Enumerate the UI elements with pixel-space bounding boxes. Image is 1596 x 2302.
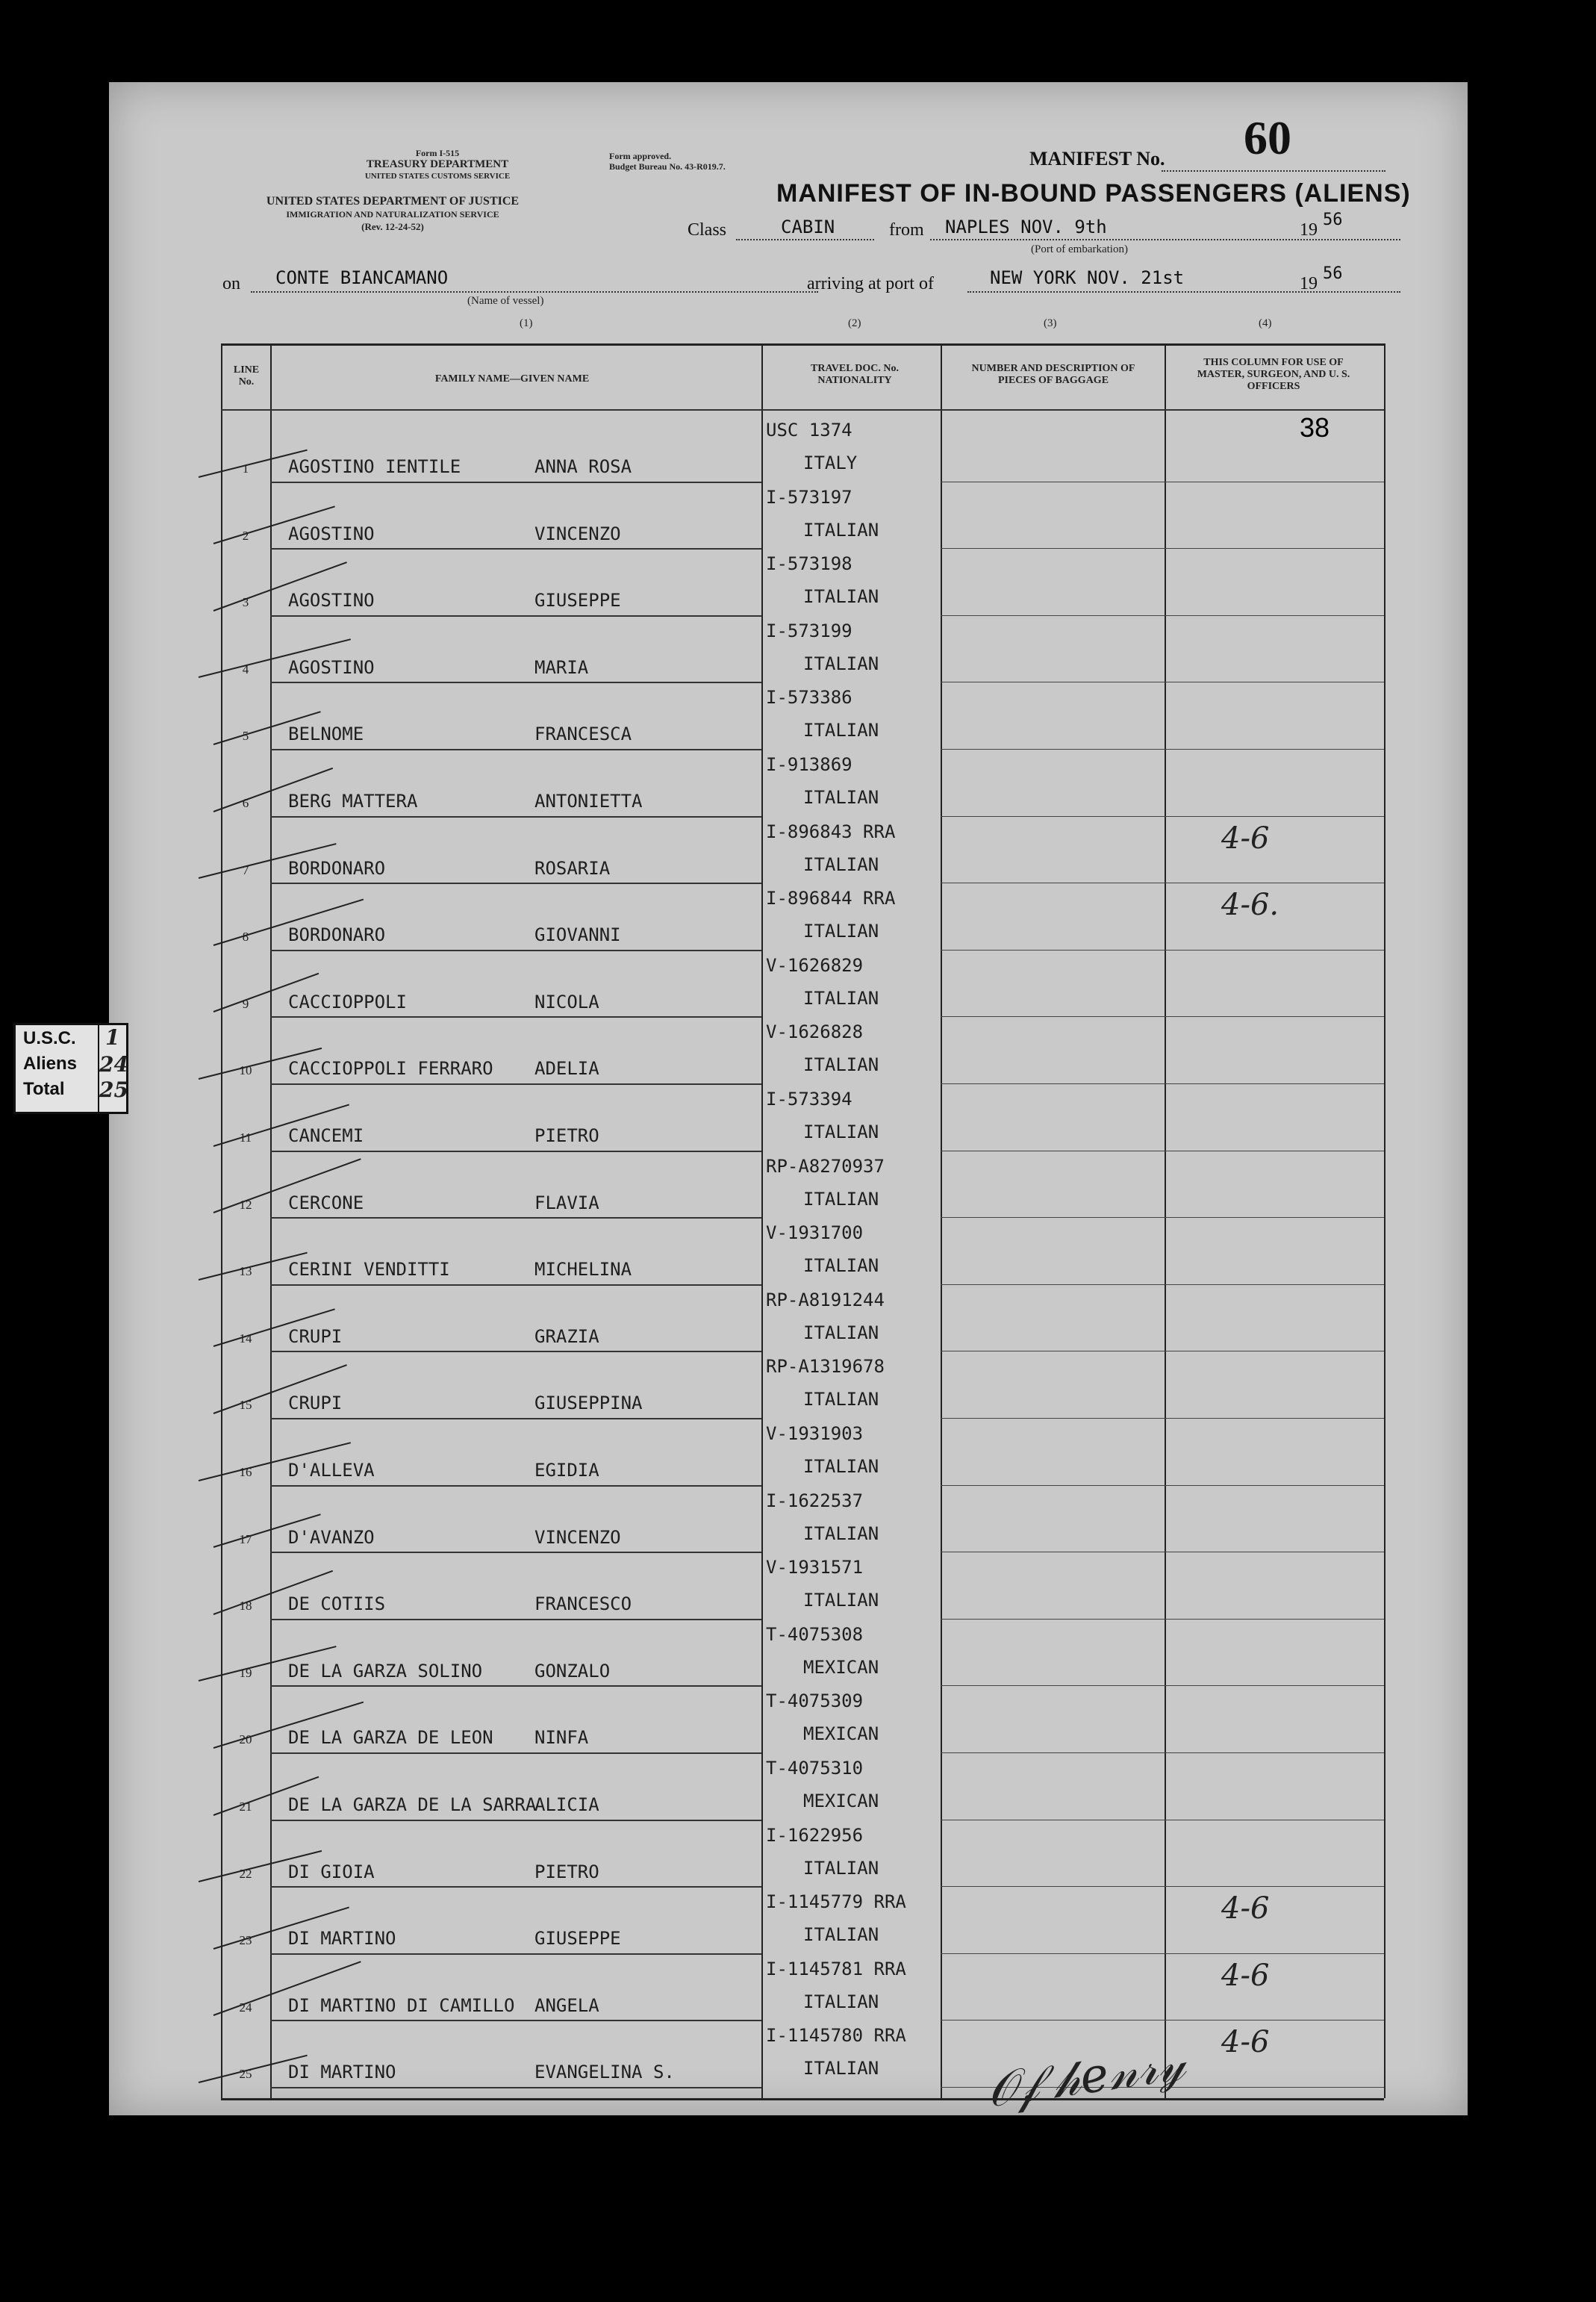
stamp-usc-value: 1	[105, 1025, 120, 1050]
from-label: from	[889, 220, 924, 240]
travel-doc-number: V-1931571	[766, 1557, 864, 1578]
totals-stamp	[13, 1023, 128, 1114]
table-row	[221, 1552, 1384, 1620]
family-name: CERINI VENDITTI	[288, 1259, 450, 1281]
passenger-table	[221, 343, 1384, 2098]
given-name: ANGELA	[534, 1994, 599, 2016]
table-row	[221, 1084, 1384, 1151]
travel-doc-number: V-1626828	[766, 1021, 864, 1043]
nationality: MEXICAN	[803, 1723, 879, 1745]
nationality: ITALIAN	[803, 1322, 879, 1343]
table-row	[221, 1954, 1384, 2021]
line-number: 10	[239, 1063, 252, 1078]
line-number: 18	[239, 1599, 252, 1614]
table-row	[221, 951, 1384, 1018]
nationality: ITALIAN	[803, 653, 879, 674]
family-name: CERCONE	[288, 1192, 364, 1213]
travel-doc-number: I-573386	[766, 687, 852, 709]
given-name: MICHELINA	[534, 1259, 632, 1281]
col-travel-doc: TRAVEL DOC. No. NATIONALITY	[811, 363, 899, 386]
header-rule	[221, 409, 1384, 411]
line-number: 16	[239, 1465, 252, 1479]
nationality: MEXICAN	[803, 1656, 879, 1678]
travel-doc-number: V-1931903	[766, 1423, 864, 1444]
given-name: ROSARIA	[534, 857, 611, 879]
vessel-caption: (Name of vessel)	[467, 295, 544, 307]
table-row	[221, 883, 1384, 951]
customs-service: UNITED STATES CUSTOMS SERVICE	[364, 172, 511, 181]
manifest-number: 60	[1244, 111, 1291, 164]
travel-doc-number: T-4075309	[766, 1690, 864, 1712]
class-label: Class	[688, 220, 727, 240]
stamp-aliens-label: Aliens	[23, 1054, 78, 1074]
nationality: ITALIAN	[803, 1857, 879, 1879]
officer-note: 4-6	[1221, 1958, 1270, 1993]
line-number: 25	[239, 2067, 252, 2082]
table-row	[221, 682, 1384, 750]
family-name: DI MARTINO DI CAMILLO	[288, 1994, 515, 2016]
family-name: BERG MATTERA	[288, 791, 418, 812]
nationality: ITALIAN	[803, 519, 879, 541]
year1-prefix: 19	[1300, 220, 1318, 240]
nationality: ITALIAN	[803, 1991, 879, 2012]
col-line-no: LINE No.	[233, 364, 260, 388]
table-row	[221, 482, 1384, 550]
given-name: NINFA	[534, 1727, 589, 1749]
table-row	[221, 1151, 1384, 1219]
line-number: 5	[242, 729, 249, 744]
family-name: DI MARTINO	[288, 2062, 396, 2083]
table-row	[221, 1686, 1384, 1753]
line-number: 8	[242, 930, 249, 945]
nationality: ITALIAN	[803, 1522, 879, 1544]
travel-doc-number: I-573197	[766, 486, 852, 508]
travel-doc-number: V-1931700	[766, 1222, 864, 1244]
nationality: ITALIAN	[803, 787, 879, 808]
table-row	[221, 1285, 1384, 1352]
given-name: GIUSEPPE	[534, 1928, 621, 1950]
on-label: on	[222, 274, 240, 293]
revision-date: (Rev. 12-24-52)	[361, 221, 424, 232]
travel-doc-number: T-4075310	[766, 1758, 864, 1779]
table-row	[221, 2021, 1384, 2088]
nationality: ITALIAN	[803, 1188, 879, 1210]
table-row	[221, 817, 1384, 884]
arriving-label: arriving at port of	[807, 274, 934, 293]
nationality: ITALIAN	[803, 1054, 879, 1076]
travel-doc-number: I-573199	[766, 620, 852, 641]
family-name: AGOSTINO	[288, 656, 375, 678]
vessel-line	[251, 291, 818, 293]
travel-doc-number: I-896843 RRA	[766, 821, 896, 842]
given-name: GONZALO	[534, 1660, 611, 1682]
travel-doc-number: I-1622537	[766, 1490, 864, 1511]
table-row	[221, 1753, 1384, 1820]
family-name: CRUPI	[288, 1325, 343, 1347]
travel-doc-number: I-573198	[766, 553, 852, 575]
table-row	[221, 750, 1384, 817]
line-number: 2	[242, 528, 249, 543]
line-number: 6	[242, 796, 249, 810]
family-name: CRUPI	[288, 1393, 343, 1414]
given-name: PIETRO	[534, 1125, 599, 1146]
stamp-usc-label: U.S.C.	[23, 1028, 76, 1048]
manifest-title: MANIFEST OF IN-BOUND PASSENGERS (ALIENS)	[776, 179, 1411, 208]
line-number: 11	[239, 1130, 252, 1145]
officer-signature: 𝒪𝒻 𝒽𝑒𝓃𝓇𝓎	[983, 2035, 1189, 2119]
justice-department: UNITED STATES DEPARTMENT OF JUSTICE	[266, 195, 520, 208]
nationality: ITALIAN	[803, 853, 879, 875]
nationality: ITALIAN	[803, 987, 879, 1009]
line-number: 1	[242, 461, 249, 476]
line-number: 17	[239, 1531, 252, 1546]
travel-doc-number: I-1145779 RRA	[766, 1891, 906, 1913]
stamp-total-label: Total	[23, 1079, 65, 1099]
travel-doc-number: USC 1374	[766, 420, 852, 441]
family-name: D'ALLEVA	[288, 1460, 375, 1481]
nationality: ITALIAN	[803, 1122, 879, 1142]
table-bottom-rule	[221, 2098, 1384, 2100]
officer-note: 4-6.	[1221, 888, 1279, 923]
given-name: GIUSEPPINA	[534, 1393, 643, 1414]
given-name: MARIA	[534, 656, 589, 678]
line-number: 23	[239, 1933, 252, 1948]
vessel-name: CONTE BIANCAMANO	[275, 267, 449, 288]
family-name: BORDONARO	[288, 857, 386, 879]
travel-doc-number: RP-A8191244	[766, 1289, 885, 1310]
col-baggage: NUMBER AND DESCRIPTION OF PIECES OF BAGGAGE	[971, 363, 1135, 386]
line-number: 3	[242, 595, 249, 610]
given-name: EGIDIA	[534, 1460, 599, 1481]
family-name: AGOSTINO	[288, 590, 375, 612]
family-name: DE COTIIS	[288, 1593, 386, 1615]
line-number: 22	[239, 1866, 252, 1881]
table-row	[221, 1486, 1384, 1553]
given-name: ADELIA	[534, 1058, 599, 1080]
family-name: DE LA GARZA DE LA SARRA	[288, 1794, 537, 1815]
treasury-department: TREASURY DEPARTMENT	[366, 158, 509, 170]
year2-suffix: 56	[1323, 264, 1343, 283]
line-number: 4	[242, 662, 249, 676]
nationality: ITALIAN	[803, 586, 879, 608]
line-number: 19	[239, 1665, 252, 1680]
given-name: ANTONIETTA	[534, 791, 643, 812]
nationality: ITALIAN	[803, 1389, 879, 1410]
travel-doc-number: I-896844 RRA	[766, 888, 896, 909]
nationality: ITALY	[803, 452, 858, 473]
family-name: BELNOME	[288, 724, 364, 745]
family-name: AGOSTINO IENTILE	[288, 456, 461, 477]
manifest-no-label: MANIFEST No.	[1029, 148, 1165, 169]
family-name: DI MARTINO	[288, 1928, 396, 1950]
nationality: ITALIAN	[803, 1924, 879, 1946]
line-number: 14	[239, 1331, 252, 1346]
table-row	[221, 616, 1384, 683]
line-number: 15	[239, 1398, 252, 1413]
nationality: ITALIAN	[803, 720, 879, 741]
given-name: GIUSEPPE	[534, 590, 621, 612]
manifest-page	[109, 82, 1468, 2119]
family-name: DE LA GARZA DE LEON	[288, 1727, 493, 1749]
from-value: NAPLES NOV. 9th	[945, 217, 1107, 237]
table-row	[221, 412, 1384, 482]
from-line	[930, 239, 1400, 240]
class-value: CABIN	[781, 217, 835, 237]
year2-prefix: 19	[1300, 274, 1318, 293]
given-name: VINCENZO	[534, 523, 621, 544]
col-family-given-name: FAMILY NAME—GIVEN NAME	[434, 373, 590, 385]
table-row	[221, 1419, 1384, 1486]
table-row	[221, 1017, 1384, 1084]
given-name: GIOVANNI	[534, 924, 621, 946]
form-number: Form I-515	[415, 148, 460, 158]
given-name: PIETRO	[534, 1861, 599, 1882]
nationality: ITALIAN	[803, 1456, 879, 1477]
stamp-aliens-value: 24	[99, 1052, 128, 1077]
given-name: ALICIA	[534, 1794, 599, 1815]
family-name: CACCIOPPOLI	[288, 991, 407, 1012]
line-number: 21	[239, 1799, 252, 1814]
given-name: FRANCESCA	[534, 724, 632, 745]
family-name: CACCIOPPOLI FERRARO	[288, 1058, 493, 1080]
family-name: DI GIOIA	[288, 1861, 375, 1882]
nationality: ITALIAN	[803, 1590, 879, 1611]
travel-doc-number: I-1622956	[766, 1824, 864, 1846]
line-number: 20	[239, 1732, 252, 1747]
travel-doc-number: I-1145781 RRA	[766, 1958, 906, 1979]
table-row	[221, 1887, 1384, 1954]
port-embarkation-caption: (Port of embarkation)	[1031, 243, 1128, 255]
family-name: D'AVANZO	[288, 1526, 375, 1548]
table-row	[221, 549, 1384, 616]
nationality: ITALIAN	[803, 2058, 879, 2079]
table-row	[221, 1620, 1384, 1687]
nationality: ITALIAN	[803, 1255, 879, 1277]
line-number: 24	[239, 2000, 252, 2015]
nationality: MEXICAN	[803, 1791, 879, 1811]
officer-note: 4-6	[1221, 1891, 1270, 1926]
travel-doc-number: I-573394	[766, 1089, 852, 1110]
given-name: EVANGELINA S.	[534, 2062, 675, 2083]
line-number: 12	[239, 1197, 252, 1212]
given-name: ANNA ROSA	[534, 456, 632, 477]
line-number: 7	[242, 862, 249, 877]
officer-note: 4-6	[1221, 2025, 1270, 2060]
travel-doc-number: RP-A8270937	[766, 1155, 885, 1177]
line-number: 13	[239, 1264, 252, 1279]
officer-note: 38	[1300, 412, 1330, 443]
nationality: ITALIAN	[803, 921, 879, 942]
given-name: FLAVIA	[534, 1192, 599, 1213]
officer-note: 4-6	[1221, 821, 1270, 856]
year1-suffix: 56	[1323, 211, 1343, 229]
travel-doc-number: I-1145780 RRA	[766, 2025, 906, 2047]
col-number-4: (4)	[1259, 317, 1272, 329]
given-name: NICOLA	[534, 991, 599, 1012]
budget-bureau: Budget Bureau No. 43-R019.7.	[609, 161, 726, 172]
table-row	[221, 1820, 1384, 1888]
table-row	[221, 1351, 1384, 1419]
ins-service: IMMIGRATION AND NATURALIZATION SERVICE	[286, 209, 499, 220]
arriving-value: NEW YORK NOV. 21st	[990, 267, 1185, 288]
col-number-1: (1)	[520, 317, 533, 329]
col-number-2: (2)	[848, 317, 861, 329]
travel-doc-number: RP-A1319678	[766, 1356, 885, 1378]
family-name: DE LA GARZA SOLINO	[288, 1660, 483, 1682]
col-officers: THIS COLUMN FOR USE OF MASTER, SURGEON, AND U. S. OFFICERS	[1197, 357, 1350, 392]
family-name: BORDONARO	[288, 924, 386, 946]
given-name: VINCENZO	[534, 1526, 621, 1548]
col-number-3: (3)	[1044, 317, 1057, 329]
family-name: AGOSTINO	[288, 523, 375, 544]
table-top-rule	[221, 343, 1384, 346]
line-number: 9	[242, 996, 249, 1011]
class-line	[736, 239, 874, 240]
manifest-no-line	[1162, 170, 1385, 172]
given-name: FRANCESCO	[534, 1593, 632, 1615]
arriving-line	[967, 291, 1400, 293]
stamp-total-value: 25	[99, 1077, 128, 1102]
travel-doc-number: I-913869	[766, 754, 852, 775]
table-row	[221, 1218, 1384, 1285]
travel-doc-number: V-1626829	[766, 954, 864, 976]
form-approved: Form approved.	[609, 151, 672, 161]
given-name: GRAZIA	[534, 1325, 599, 1347]
travel-doc-number: T-4075308	[766, 1623, 864, 1645]
family-name: CANCEMI	[288, 1125, 364, 1146]
